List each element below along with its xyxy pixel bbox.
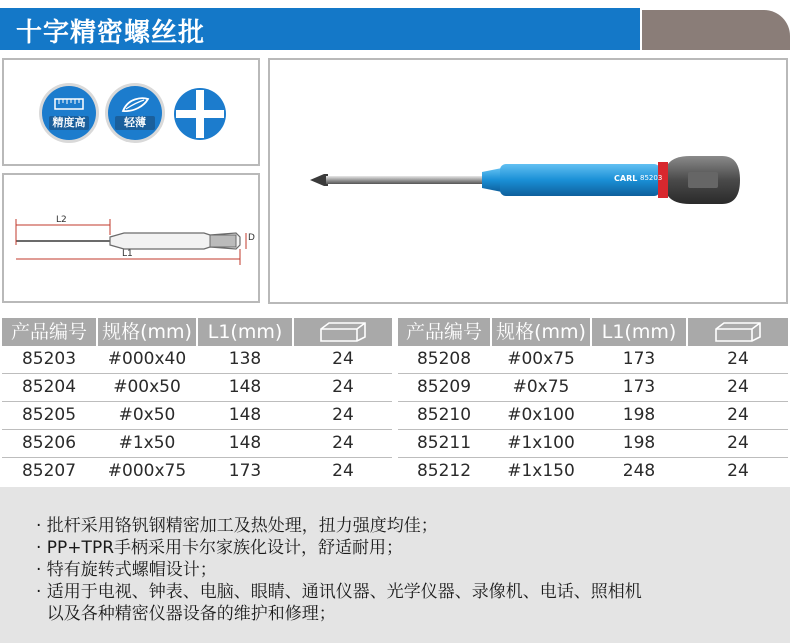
spec-table [0, 318, 790, 484]
col-header-length: L1(mm) [592, 318, 686, 346]
cell-code: 85206 [21, 433, 77, 453]
cell-code: 85207 [21, 461, 77, 481]
brand-text: CARL [614, 174, 638, 183]
cell-spec: #000x40 [107, 349, 187, 369]
cell-qty: 24 [727, 349, 749, 369]
screwdriver-image [270, 60, 786, 302]
cell-length: 148 [228, 433, 262, 453]
cell-qty: 24 [727, 461, 749, 481]
model-text: 85203 [640, 174, 663, 182]
leaf-icon [120, 96, 150, 114]
cell-code: 85204 [21, 377, 77, 397]
d-label: D [248, 233, 255, 243]
cell-qty: 24 [727, 433, 749, 453]
title-bar [0, 8, 640, 50]
col-header-code: 产品编号 [2, 318, 96, 346]
cell-code: 85211 [416, 433, 472, 453]
cell-length: 198 [622, 405, 656, 425]
col-header-box [688, 318, 788, 346]
badge-label: 精度高 [49, 116, 89, 130]
cell-spec: #1x100 [507, 433, 575, 453]
cell-qty: 24 [332, 405, 354, 425]
header-accent [642, 10, 790, 50]
cell-spec: #000x75 [107, 461, 187, 481]
dimension-diagram-panel [2, 173, 260, 303]
cell-spec: #0x50 [118, 405, 176, 425]
feature-notes [0, 487, 790, 643]
cell-length: 173 [228, 461, 262, 481]
cell-spec: #00x50 [113, 377, 181, 397]
cell-qty: 24 [332, 349, 354, 369]
dimension-diagram [4, 175, 258, 301]
cell-qty: 24 [332, 433, 354, 453]
note-item: · 适用于电视、钟表、电脑、眼睛、通讯仪器、光学仪器、录像机、电话、照相机 [36, 582, 642, 602]
col-header-box [294, 318, 392, 346]
product-photo-panel [268, 58, 788, 304]
col-header-spec: 规格(mm) [98, 318, 196, 346]
l2-label: L2 [56, 215, 67, 225]
phillips-tip-icon [172, 86, 228, 142]
row-divider [398, 401, 788, 402]
cell-spec: #0x100 [507, 405, 575, 425]
page-title: 十字精密螺丝批 [16, 18, 206, 48]
cell-code: 85208 [416, 349, 472, 369]
cell-code: 85210 [416, 405, 472, 425]
col-header-spec: 规格(mm) [492, 318, 590, 346]
l1-label: L1 [122, 249, 133, 259]
cell-length: 248 [622, 461, 656, 481]
cell-spec: #1x150 [507, 461, 575, 481]
note-item: · PP+TPR手柄采用卡尔家族化设计，舒适耐用； [36, 538, 404, 558]
row-divider [398, 457, 788, 458]
ruler-icon [54, 96, 84, 112]
cell-length: 173 [622, 349, 656, 369]
cell-length: 198 [622, 433, 656, 453]
note-item: 以及各种精密仪器设备的维护和修理； [36, 604, 336, 624]
cell-spec: #1x50 [118, 433, 176, 453]
row-divider [398, 373, 788, 374]
cell-code: 85212 [416, 461, 472, 481]
col-header-code: 产品编号 [398, 318, 490, 346]
row-divider [2, 373, 392, 374]
row-divider [2, 457, 392, 458]
cell-length: 148 [228, 377, 262, 397]
cell-length: 173 [622, 377, 656, 397]
cell-spec: #00x75 [507, 349, 575, 369]
badge-label: 轻薄 [115, 116, 155, 130]
row-divider [2, 401, 392, 402]
cell-qty: 24 [727, 377, 749, 397]
box-icon [712, 321, 764, 343]
cell-qty: 24 [727, 405, 749, 425]
precision-badge [42, 86, 96, 140]
cell-code: 85203 [21, 349, 77, 369]
note-item: · 批杆采用铬钒钢精密加工及热处理，扭力强度均佳； [36, 516, 438, 536]
cell-length: 138 [228, 349, 262, 369]
col-header-length: L1(mm) [198, 318, 292, 346]
page-header [0, 0, 790, 50]
note-item: · 特有旋转式螺帽设计； [36, 560, 217, 580]
cell-length: 148 [228, 405, 262, 425]
cell-spec: #0x75 [512, 377, 570, 397]
row-divider [398, 429, 788, 430]
cell-qty: 24 [332, 461, 354, 481]
cell-qty: 24 [332, 377, 354, 397]
box-icon [317, 321, 369, 343]
cell-code: 85209 [416, 377, 472, 397]
cell-code: 85205 [21, 405, 77, 425]
row-divider [2, 429, 392, 430]
feature-panel [2, 58, 260, 166]
lightweight-badge [108, 86, 162, 140]
